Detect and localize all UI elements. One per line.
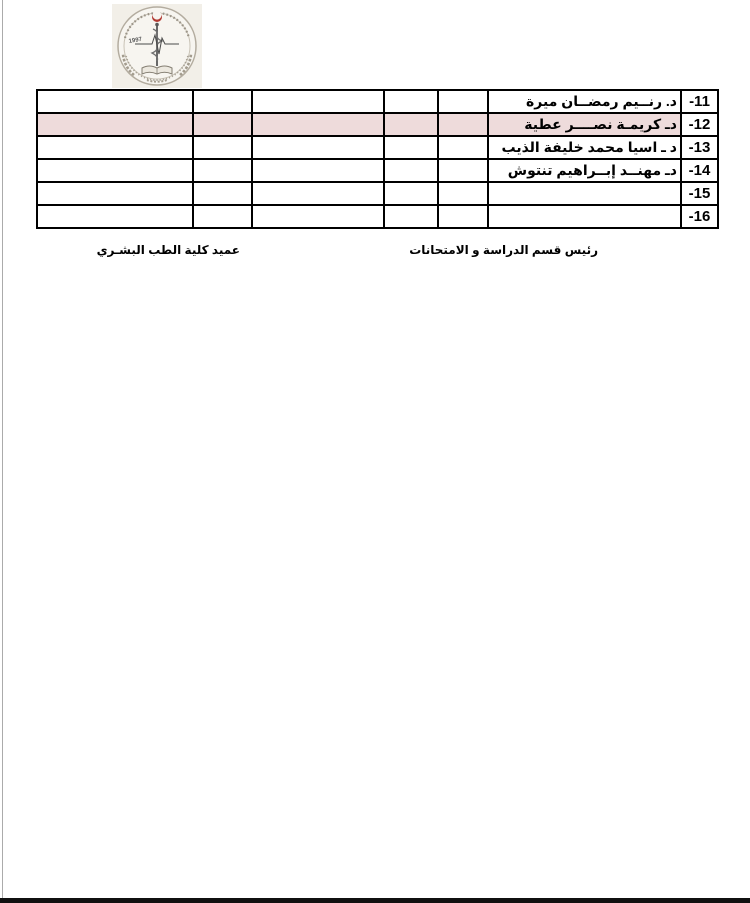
empty-cell bbox=[384, 205, 438, 228]
empty-cell bbox=[438, 159, 488, 182]
empty-cell bbox=[193, 136, 252, 159]
empty-cell bbox=[438, 113, 488, 136]
table-row bbox=[37, 90, 718, 113]
empty-cell bbox=[384, 136, 438, 159]
seal-graphic bbox=[112, 4, 202, 88]
empty-cell bbox=[37, 90, 193, 113]
empty-cell bbox=[438, 90, 488, 113]
empty-cell bbox=[252, 90, 384, 113]
empty-cell bbox=[384, 90, 438, 113]
empty-cell bbox=[193, 113, 252, 136]
seal-year: 1997 bbox=[128, 36, 143, 45]
doctor-name-cell: د ـ اسيا محمد خليفة الذيب bbox=[488, 136, 681, 159]
empty-cell bbox=[193, 182, 252, 205]
university-seal-logo bbox=[112, 4, 202, 88]
empty-cell bbox=[37, 205, 193, 228]
empty-cell bbox=[252, 113, 384, 136]
signature-title-exams-head: رئيس قسم الدراسة و الامتحانات bbox=[409, 243, 598, 257]
empty-cell bbox=[438, 182, 488, 205]
empty-cell bbox=[438, 205, 488, 228]
empty-cell bbox=[37, 182, 193, 205]
empty-cell bbox=[252, 182, 384, 205]
empty-cell bbox=[37, 136, 193, 159]
doctor-name-cell bbox=[488, 182, 681, 205]
table-row-highlighted bbox=[37, 113, 718, 136]
row-number-cell: -11 bbox=[681, 90, 718, 113]
signature-title-dean: عميد كلية الطب البشـري bbox=[96, 243, 240, 257]
committee-roster-table bbox=[36, 89, 719, 229]
doctor-name-cell bbox=[488, 205, 681, 228]
table-row bbox=[37, 136, 718, 159]
empty-cell bbox=[37, 113, 193, 136]
empty-cell bbox=[252, 159, 384, 182]
row-number-cell: -12 bbox=[681, 113, 718, 136]
empty-cell bbox=[438, 136, 488, 159]
scan-bottom-edge-bar bbox=[0, 898, 750, 903]
empty-cell bbox=[252, 205, 384, 228]
table-row bbox=[37, 159, 718, 182]
table-row bbox=[37, 182, 718, 205]
row-number-cell: -14 bbox=[681, 159, 718, 182]
empty-cell bbox=[37, 159, 193, 182]
empty-cell bbox=[384, 113, 438, 136]
empty-cell bbox=[252, 136, 384, 159]
row-number-cell: -13 bbox=[681, 136, 718, 159]
empty-cell bbox=[384, 182, 438, 205]
row-number-cell: -16 bbox=[681, 205, 718, 228]
row-number-cell: -15 bbox=[681, 182, 718, 205]
table-row bbox=[37, 205, 718, 228]
doctor-name-cell: دـ مهنــد إبــراهيم تنتوش bbox=[488, 159, 681, 182]
empty-cell bbox=[193, 90, 252, 113]
empty-cell bbox=[384, 159, 438, 182]
scan-left-edge-line bbox=[2, 0, 3, 903]
doctor-name-cell: دـ كريمـة نصــــر عطية bbox=[488, 113, 681, 136]
empty-cell bbox=[193, 205, 252, 228]
doctor-name-cell: د. رنــيم رمضــان ميرة bbox=[488, 90, 681, 113]
empty-cell bbox=[193, 159, 252, 182]
